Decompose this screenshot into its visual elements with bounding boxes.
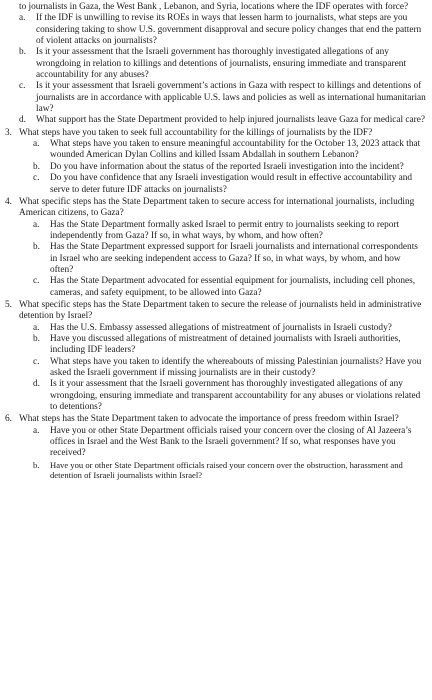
question-6: 6. What steps has the State Department taken to advocate the importance of press freedom within Israel? a. Have you or other State Department officials raised your concern over the closing of Al Jazeera’s offices in Israel and the West Bank to the Israeli government? If so, what responses have you received? b. Have you or other State Department officials raised your concern over the obstruction, harassment and detention of Israeli journalists within Israel? xyxy=(5,414,426,481)
list-item: d. What support has the State Department provided to help injured journalists leave Gaza for medical care? xyxy=(19,115,426,126)
question-3: 3. What steps have you taken to seek full accountability for the killings of journalists by the IDF? a. What steps have you taken to ensure meaningful accountability for the October 13, 2023 attack that wounded American Dylan Collins and killed Issam Abdallah in southern Lebanon? b. Do you have information about the status of the reported Israeli investigation into the incident? c. Do you have confidence that any Israeli investigation would result in effective accountability and serve to deter future IDF attacks on journalists? xyxy=(5,128,426,196)
list-item: a. Has the State Department formally asked Israel to permit entry to journalists seeking to report independently from Gaza? If so, in what ways, by whom, and how often? xyxy=(33,219,400,241)
list-item: c. Has the State Department advocated for essential equipment for journalists, including cell phones, cameras, and safety equipment, to be allowed into Gaza? xyxy=(33,276,416,298)
question-sublist xyxy=(19,139,426,196)
list-item: a. What steps have you taken to ensure meaningful accountability for the October 13, 2023 attack that wounded American Dylan Collins and killed Issam Abdallah in southern Lebanon? xyxy=(33,139,421,161)
list-item: c. Do you have confidence that any Israeli investigation would result in effective accountability and serve to deter future IDF attacks on journalists? xyxy=(33,173,413,195)
question-sublist xyxy=(19,220,426,299)
list-item: a. Have you or other State Department officials raised your concern over the closing of Al Jazeera’s offices in Israel and the West Bank to the Israeli government? If so, what responses have you received? xyxy=(33,425,412,459)
list-item: b. Have you or other State Department officials raised your concern over the obstruction, harassment and detention of Israeli journalists within Israel? xyxy=(33,459,403,481)
question-sublist xyxy=(19,323,426,414)
question-5: 5. What specific steps has the State Department taken to secure the release of journalists held in administrative detention by Israel? a. Has the U.S. Embassy assessed allegations of mistreatment of journalists in Israeli custody? b. Have you discussed allegations of mistreatment of detained journalists with Israeli authorities, including IDF leaders? c. What steps have you taken to identify the whereabouts of missing Palestinian journalists? Have you asked the Israeli government if missing journalists are in their custody? d. Is it your assessment that the Israeli government has thoroughly investigated allegations of any wrongdoing, ensuring immediate and transparent accountability for any abuses or violations related to detentions? xyxy=(5,300,426,413)
list-item: d. Is it your assessment that the Israeli government has thoroughly investigated allegations of any wrongdoing, ensuring immediate and transparent accountability for any abuses or violations related to detentions? xyxy=(33,379,421,413)
list-item: c. Is it your assessment that Israeli government’s actions in Gaza with respect to killings and detentions of journalists are in accordance with applicable U.S. laws and policies as well as international humanitarian law? xyxy=(19,81,426,115)
question-sublist xyxy=(19,426,426,481)
question-text: What steps has the State Department taken to advocate the importance of press freedom within Israel? xyxy=(19,414,399,425)
list-item: a. Has the U.S. Embassy assessed allegations of mistreatment of journalists in Israeli custody? xyxy=(33,322,392,333)
intro-text: to journalists in Gaza, the West Bank , Lebanon, and Syria, locations where the IDF operates with force? xyxy=(19,2,409,12)
list-item: b. Have you discussed allegations of mistreatment of detained journalists with Israeli authorities, including IDF leaders? xyxy=(33,333,401,356)
question-4: 4. What specific steps has the State Department taken to secure access for international journalists, including American citizens, to Gaza? a. Has the State Department formally asked Israel to permit entry to journalists seeking to report independently from Gaza? If so, in what ways, by whom, and how often? b. Has the State Department expressed support for Israeli journalists and international correspondents in Israel who are seeking independent access to Gaza? If so, in what ways, by whom, and how often? c. Has the State Department advocated for essential equipment for journalists, including cell phones, cameras, and safety equipment, to be allowed into Gaza? xyxy=(5,197,426,299)
intro-sublist xyxy=(5,13,426,126)
list-item: b. Do you have information about the status of the reported Israeli investigation into the incident? xyxy=(33,161,404,172)
list-item: b. Has the State Department expressed support for Israeli journalists and international correspondents in Israel who are seeking independent access to Gaza? If so, in what ways, by whom, and how often? xyxy=(33,242,418,275)
question-text: What steps have you taken to seek full accountability for the killings of journalists by the IDF? xyxy=(19,127,373,138)
list-item: a. If the IDF is unwilling to revise its ROEs in ways that lessen harm to journalists, what steps are you considering taking to show U.S. government disapproval and secure policy changes that end the pattern of violent attacks on journalists? xyxy=(19,13,422,47)
list-item: b. Is it your assessment that the Israeli government has thoroughly investigated allegations of any wrongdoing in relation to killings and detentions of journalists, ensuring immediate and transparent accountability for any abuses? xyxy=(19,47,406,81)
question-list xyxy=(5,128,426,481)
question-text: What specific steps has the State Department taken to secure access for international journalists, including American citizens, to Gaza? xyxy=(19,196,415,219)
list-item: c. What steps have you taken to identify the whereabouts of missing Palestinian journalists? Have you asked the Israeli government if missing journalists are in their custody? xyxy=(33,356,422,378)
question-text: What specific steps has the State Department taken to secure the release of journalists held in administrative detention by Israel? xyxy=(19,299,422,322)
